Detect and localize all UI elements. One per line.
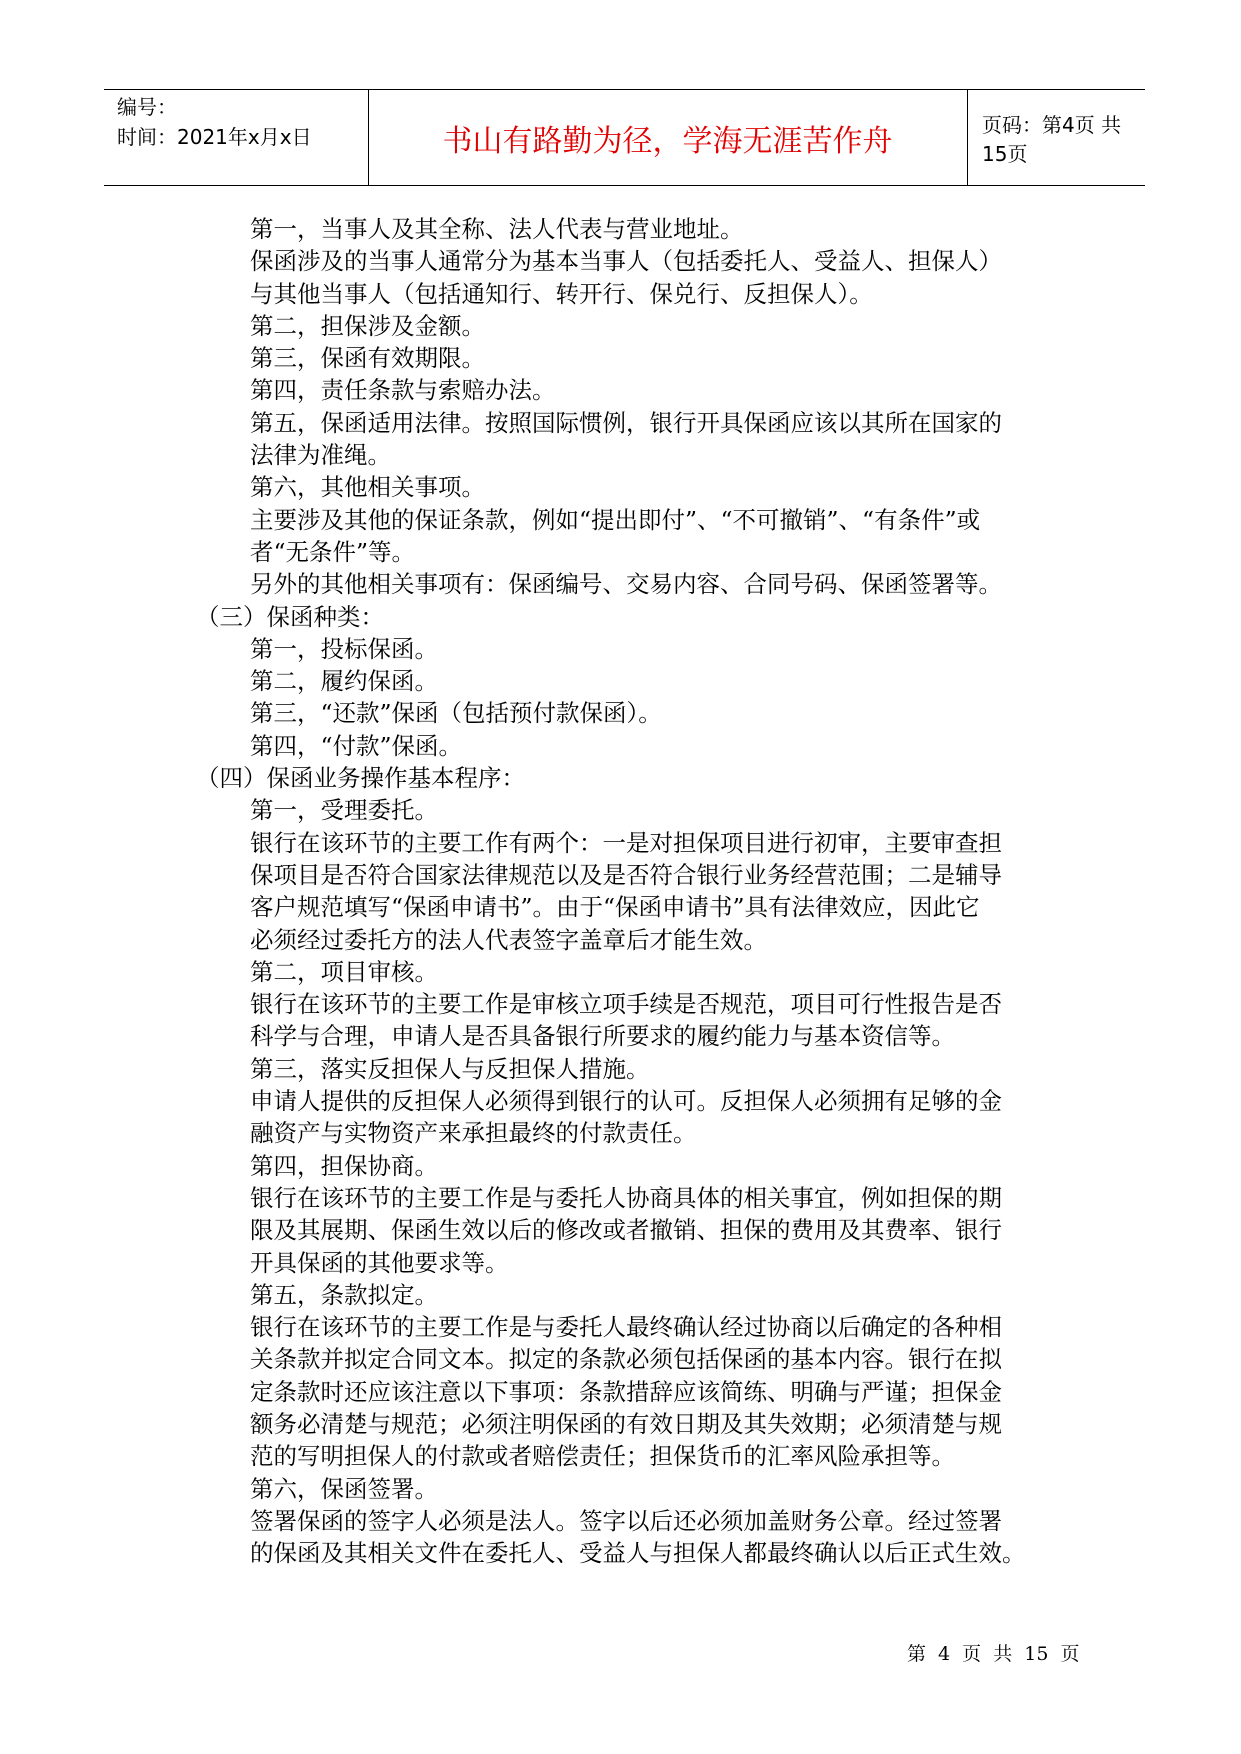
body-line: 范的写明担保人的付款或者赔偿责任；担保货币的汇率风险承担等。 xyxy=(250,1442,955,1471)
document-time-label: 时间：2021年x月x日 xyxy=(117,125,312,149)
body-line: 第二，担保涉及金额。 xyxy=(250,311,485,340)
body-line: 与其他当事人（包括通知行、转开行、保兑行、反担保人）。 xyxy=(250,279,873,308)
section-heading: （四）保函业务操作基本程序： xyxy=(196,764,525,793)
body-line: 定条款时还应该注意以下事项：条款措辞应该简练、明确与严谨；担保金 xyxy=(250,1377,1002,1406)
header-page-number: 页码：第4页 共15页 xyxy=(982,112,1122,166)
page-header xyxy=(104,89,1145,186)
body-line: 申请人提供的反担保人必须得到银行的认可。反担保人必须拥有足够的金 xyxy=(250,1087,1002,1116)
body-line: 的保函及其相关文件在委托人、受益人与担保人都最终确认以后正式生效。 xyxy=(250,1539,1026,1568)
body-line: 第四，担保协商。 xyxy=(250,1151,438,1180)
body-line: 客户规范填写“保函申请书”。由于“保函申请书”具有法律效应，因此它 xyxy=(250,893,980,922)
body-line: 第六，保函签署。 xyxy=(250,1474,438,1503)
body-line: 第一，受理委托。 xyxy=(250,796,438,825)
document-body xyxy=(196,213,1066,1569)
header-motto: 书山有路勤为径，学海无涯苦作舟 xyxy=(442,123,893,159)
body-line: 额务必清楚与规范；必须注明保函的有效日期及其失效期；必须清楚与规 xyxy=(250,1409,1002,1438)
body-line: 第三，落实反担保人与反担保人措施。 xyxy=(250,1054,650,1083)
body-line: 第一，当事人及其全称、法人代表与营业地址。 xyxy=(250,215,744,243)
header-divider xyxy=(967,90,968,185)
body-line: 第三，“还款”保函（包括预付款保函）。 xyxy=(250,699,662,728)
document-number-label: 编号： xyxy=(117,95,177,119)
body-line: 第一，投标保函。 xyxy=(250,634,438,663)
body-line: 保函涉及的当事人通常分为基本当事人（包括委托人、受益人、担保人） xyxy=(250,247,1002,276)
page-footer-number: 第 4 页 共 15 页 xyxy=(907,1643,1080,1665)
body-line: 限及其展期、保函生效以后的修改或者撤销、担保的费用及其费率、银行 xyxy=(250,1216,1002,1245)
body-line: 者“无条件”等。 xyxy=(250,537,416,566)
body-line: 第二，项目审核。 xyxy=(250,957,438,986)
body-line: 科学与合理，申请人是否具备银行所要求的履约能力与基本资信等。 xyxy=(250,1022,955,1051)
body-line: 第二，履约保函。 xyxy=(250,667,438,696)
body-line: 银行在该环节的主要工作是审核立项手续是否规范，项目可行性报告是否 xyxy=(250,990,1002,1019)
section-heading: （三）保函种类： xyxy=(196,602,384,631)
body-line: 第四，“付款”保函。 xyxy=(250,731,463,760)
body-line: 银行在该环节的主要工作是与委托人最终确认经过协商以后确定的各种相 xyxy=(250,1313,1002,1342)
body-line: 第五，条款拟定。 xyxy=(250,1280,438,1309)
body-line: 主要涉及其他的保证条款，例如“提出即付”、“不可撤销”、“有条件”或 xyxy=(250,505,981,534)
body-line: 保项目是否符合国家法律规范以及是否符合银行业务经营范围；二是辅导 xyxy=(250,860,1002,889)
body-line: 签署保函的签字人必须是法人。签字以后还必须加盖财务公章。经过签署 xyxy=(250,1506,1002,1535)
body-line: 第四，责任条款与索赔办法。 xyxy=(250,376,556,405)
body-line: 法律为准绳。 xyxy=(250,441,391,470)
body-line: 必须经过委托方的法人代表签字盖章后才能生效。 xyxy=(250,925,767,954)
body-line: 第三，保函有效期限。 xyxy=(250,344,485,373)
body-line: 第五，保函适用法律。按照国际惯例，银行开具保函应该以其所在国家的 xyxy=(250,408,1002,437)
body-line: 银行在该环节的主要工作有两个：一是对担保项目进行初审，主要审查担 xyxy=(250,828,1002,857)
body-line: 另外的其他相关事项有：保函编号、交易内容、合同号码、保函签署等。 xyxy=(250,570,1002,599)
body-line: 第六，其他相关事项。 xyxy=(250,473,485,502)
body-line: 开具保函的其他要求等。 xyxy=(250,1248,509,1277)
body-line: 关条款并拟定合同文本。拟定的条款必须包括保函的基本内容。银行在拟 xyxy=(250,1345,1002,1374)
body-line: 融资产与实物资产来承担最终的付款责任。 xyxy=(250,1119,697,1148)
header-meta xyxy=(117,92,357,152)
body-line: 银行在该环节的主要工作是与委托人协商具体的相关事宜，例如担保的期 xyxy=(250,1183,1002,1212)
